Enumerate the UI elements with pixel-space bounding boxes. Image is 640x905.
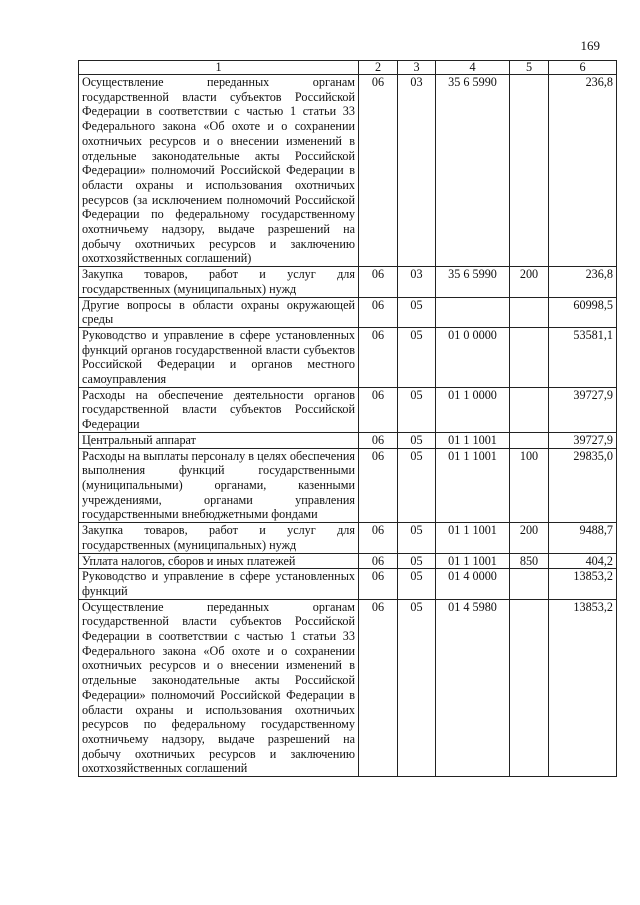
row-amount: 39727,9 — [549, 387, 617, 432]
row-amount: 60998,5 — [549, 297, 617, 327]
row-section-code: 06 — [359, 599, 398, 776]
row-target-article: 01 0 0000 — [436, 327, 510, 387]
row-amount: 236,8 — [549, 267, 617, 297]
row-name: Закупка товаров, работ и услуг для государственных (муниципальных) нужд — [79, 267, 359, 297]
row-amount: 236,8 — [549, 75, 617, 267]
table-row — [79, 523, 617, 553]
row-target-article: 35 6 5990 — [436, 267, 510, 297]
table-row — [79, 432, 617, 448]
row-expense-type — [510, 327, 549, 387]
table-row — [79, 297, 617, 327]
row-name: Руководство и управление в сфере установленных функций органов государственной власти субъектов Российской Федерации и органов местного самоуправления — [79, 327, 359, 387]
row-subsection-code: 05 — [398, 297, 436, 327]
row-expense-type — [510, 569, 549, 599]
row-name: Закупка товаров, работ и услуг для государственных (муниципальных) нужд — [79, 523, 359, 553]
row-section-code: 06 — [359, 297, 398, 327]
row-name: Расходы на выплаты персоналу в целях обеспечения выполнения функций государственными (муниципальными) органами, казенными учреждениями, органами управления государственными внебюджетными фондами — [79, 448, 359, 523]
row-subsection-code: 03 — [398, 75, 436, 267]
row-amount: 13853,2 — [549, 569, 617, 599]
row-target-article: 01 4 0000 — [436, 569, 510, 599]
table-row — [79, 448, 617, 523]
row-name: Расходы на обеспечение деятельности органов государственной власти субъектов Российской Федерации — [79, 387, 359, 432]
row-expense-type — [510, 75, 549, 267]
row-section-code: 06 — [359, 267, 398, 297]
row-amount: 39727,9 — [549, 432, 617, 448]
row-target-article: 01 1 0000 — [436, 387, 510, 432]
row-subsection-code: 03 — [398, 267, 436, 297]
row-section-code: 06 — [359, 387, 398, 432]
row-name: Осуществление переданных органам государственной власти субъектов Российской Федерации в соответствии с частью 1 статьи 33 Федерального закона «Об охоте и о сохранении охотничьих ресурсов и о внесении изменений в отдельные законодательные акты Российской Федерации» полномочий Российской Федерации в области охраны и использования охотничьих ресурсов (за исключением полномочий Российской Федерации по федеральному государственному охотничьему надзору, выдаче разрешений на добычу охотничьих ресурсов и заключению охотхозяйственных соглашений) — [79, 75, 359, 267]
budget-table — [78, 60, 617, 777]
row-amount: 53581,1 — [549, 327, 617, 387]
row-subsection-code: 05 — [398, 523, 436, 553]
row-section-code: 06 — [359, 569, 398, 599]
row-target-article: 01 1 1001 — [436, 448, 510, 523]
row-name: Центральный аппарат — [79, 432, 359, 448]
row-section-code: 06 — [359, 432, 398, 448]
table-row — [79, 569, 617, 599]
row-subsection-code: 05 — [398, 432, 436, 448]
row-amount: 9488,7 — [549, 523, 617, 553]
table-row — [79, 387, 617, 432]
row-target-article — [436, 297, 510, 327]
row-section-code: 06 — [359, 448, 398, 523]
header-col-6: 6 — [549, 61, 617, 75]
table-row — [79, 553, 617, 569]
row-expense-type — [510, 387, 549, 432]
row-target-article: 01 1 1001 — [436, 432, 510, 448]
header-col-1: 1 — [79, 61, 359, 75]
table-row — [79, 267, 617, 297]
row-section-code: 06 — [359, 327, 398, 387]
row-section-code: 06 — [359, 523, 398, 553]
row-name: Осуществление переданных органам государственной власти субъектов Российской Федерации в соответствии с частью 1 статьи 33 Федерального закона «Об охоте и о сохранении охотничьих ресурсов и о внесении изменений в отдельные законодательные акты Российской Федерации» полномочий Российской Федерации в области охраны и использования охотничьих ресурсов по федеральному государственному охотничьему надзору, выдаче разрешений на добычу охотничьих ресурсов и заключению охотхозяйственных соглашений — [79, 599, 359, 776]
header-col-5: 5 — [510, 61, 549, 75]
row-target-article: 35 6 5990 — [436, 75, 510, 267]
table-row — [79, 75, 617, 267]
row-amount: 404,2 — [549, 553, 617, 569]
row-name: Руководство и управление в сфере установленных функций — [79, 569, 359, 599]
row-amount: 29835,0 — [549, 448, 617, 523]
row-expense-type — [510, 297, 549, 327]
header-col-4: 4 — [436, 61, 510, 75]
row-subsection-code: 05 — [398, 553, 436, 569]
page-number: 169 — [580, 38, 600, 53]
row-amount: 13853,2 — [549, 599, 617, 776]
row-subsection-code: 05 — [398, 387, 436, 432]
row-expense-type — [510, 432, 549, 448]
row-name: Другие вопросы в области охраны окружающей среды — [79, 297, 359, 327]
row-expense-type — [510, 599, 549, 776]
row-expense-type: 200 — [510, 267, 549, 297]
row-section-code: 06 — [359, 75, 398, 267]
row-section-code: 06 — [359, 553, 398, 569]
row-expense-type: 100 — [510, 448, 549, 523]
row-expense-type: 850 — [510, 553, 549, 569]
row-subsection-code: 05 — [398, 599, 436, 776]
header-row — [79, 61, 617, 75]
row-expense-type: 200 — [510, 523, 549, 553]
header-col-3: 3 — [398, 61, 436, 75]
row-subsection-code: 05 — [398, 569, 436, 599]
row-subsection-code: 05 — [398, 327, 436, 387]
row-subsection-code: 05 — [398, 448, 436, 523]
table-row — [79, 327, 617, 387]
row-target-article: 01 1 1001 — [436, 553, 510, 569]
header-col-2: 2 — [359, 61, 398, 75]
table-row — [79, 599, 617, 776]
row-target-article: 01 4 5980 — [436, 599, 510, 776]
row-target-article: 01 1 1001 — [436, 523, 510, 553]
table-body — [79, 75, 617, 777]
row-name: Уплата налогов, сборов и иных платежей — [79, 553, 359, 569]
